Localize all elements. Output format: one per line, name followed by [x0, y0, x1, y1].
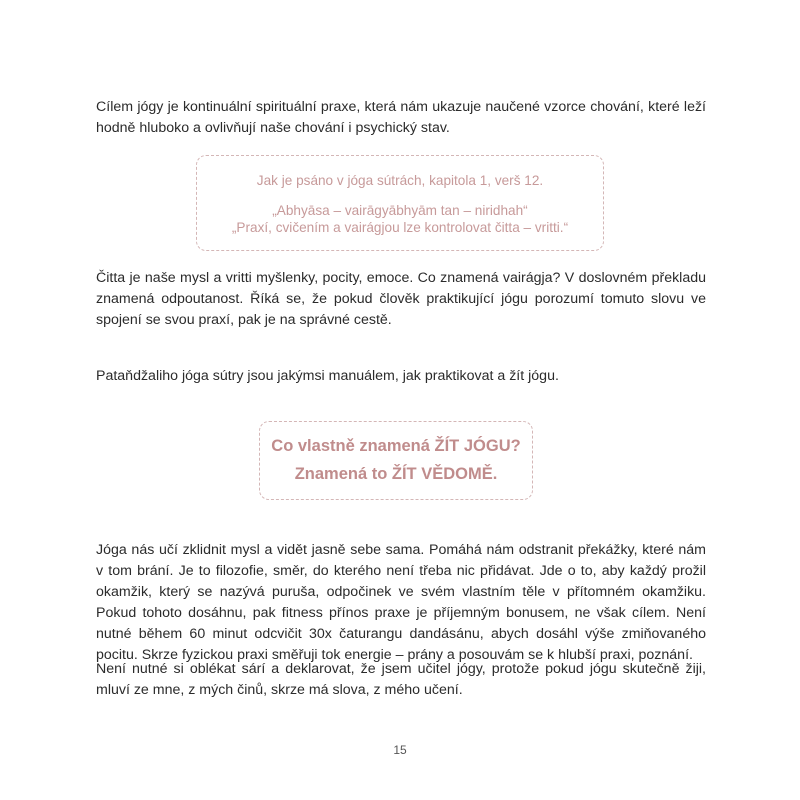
paragraph-intro: Cílem jógy je kontinuální spirituální praxe, která nám ukazuje naučené vzorce chování, které leží hodně hluboko a ovlivňují naše chování i psychický stav. — [96, 99, 706, 136]
sutra-quote-box — [196, 155, 604, 251]
highlight-answer: Znamená to ŽÍT VĚDOMĚ. — [294, 465, 498, 483]
quote-reference: Jak je psáno v jóga sútrách, kapitola 1, verš 12. — [256, 173, 544, 188]
highlight-box — [259, 421, 533, 500]
quote-translation: „Praxí, cvičením a vairágjou lze kontrolovat čitta – vritti.“ — [231, 220, 569, 235]
quote-sanskrit: „Abhyāsa – vairāgyābhyām tan – niridhah“ — [272, 203, 528, 218]
paragraph-not-necessary: Není nutné si oblékat sárí a deklarovat, že jsem učitel jógy, protože pokud jógu skutečně žiji, mluví ze mne, z mých činů, skrze má slova, z mého učení. — [96, 661, 706, 698]
paragraph-yoga-teaches: Jóga nás učí zklidnit mysl a vidět jasně sebe sama. Pomáhá nám odstranit překážky, které nám v tom brání. Je to filozofie, směr, do kterého není třeba nic přidávat. Jde o to, aby každý prožil okamžik, který se nazývá puruša, odpočinek ve svém vlastním těle v přítomném okamžiku. Pokud tohoto dosáhnu, pak fitness přínos praxe je příjemným bonusem, ne však cílem. Není nutné během 60 minut odcvičit 30x čaturangu dandásánu, abych dosáhl výše zmiňovaného pocitu. Skrze fyzickou praxi směřuji tok energie – prány a posouvám se k hlubší praxi, poznání. — [96, 542, 706, 663]
paragraph-citta: Čitta je naše mysl a vritti myšlenky, pocity, emoce. Co znamená vairágja? V doslovném překladu znamená odpoutanost. Říká se, že pokud člověk praktikující jógu porozumí tomuto slovu ve spojení se svou praxí, pak je na správné cestě. — [96, 270, 706, 328]
page-number: 15 — [393, 743, 407, 757]
highlight-question: Co vlastně znamená ŽÍT JÓGU? — [271, 437, 521, 455]
paragraph-patanjali: Pataňdžaliho jóga sútry jsou jakýmsi manuálem, jak praktikovat a žít jógu. — [96, 368, 559, 384]
